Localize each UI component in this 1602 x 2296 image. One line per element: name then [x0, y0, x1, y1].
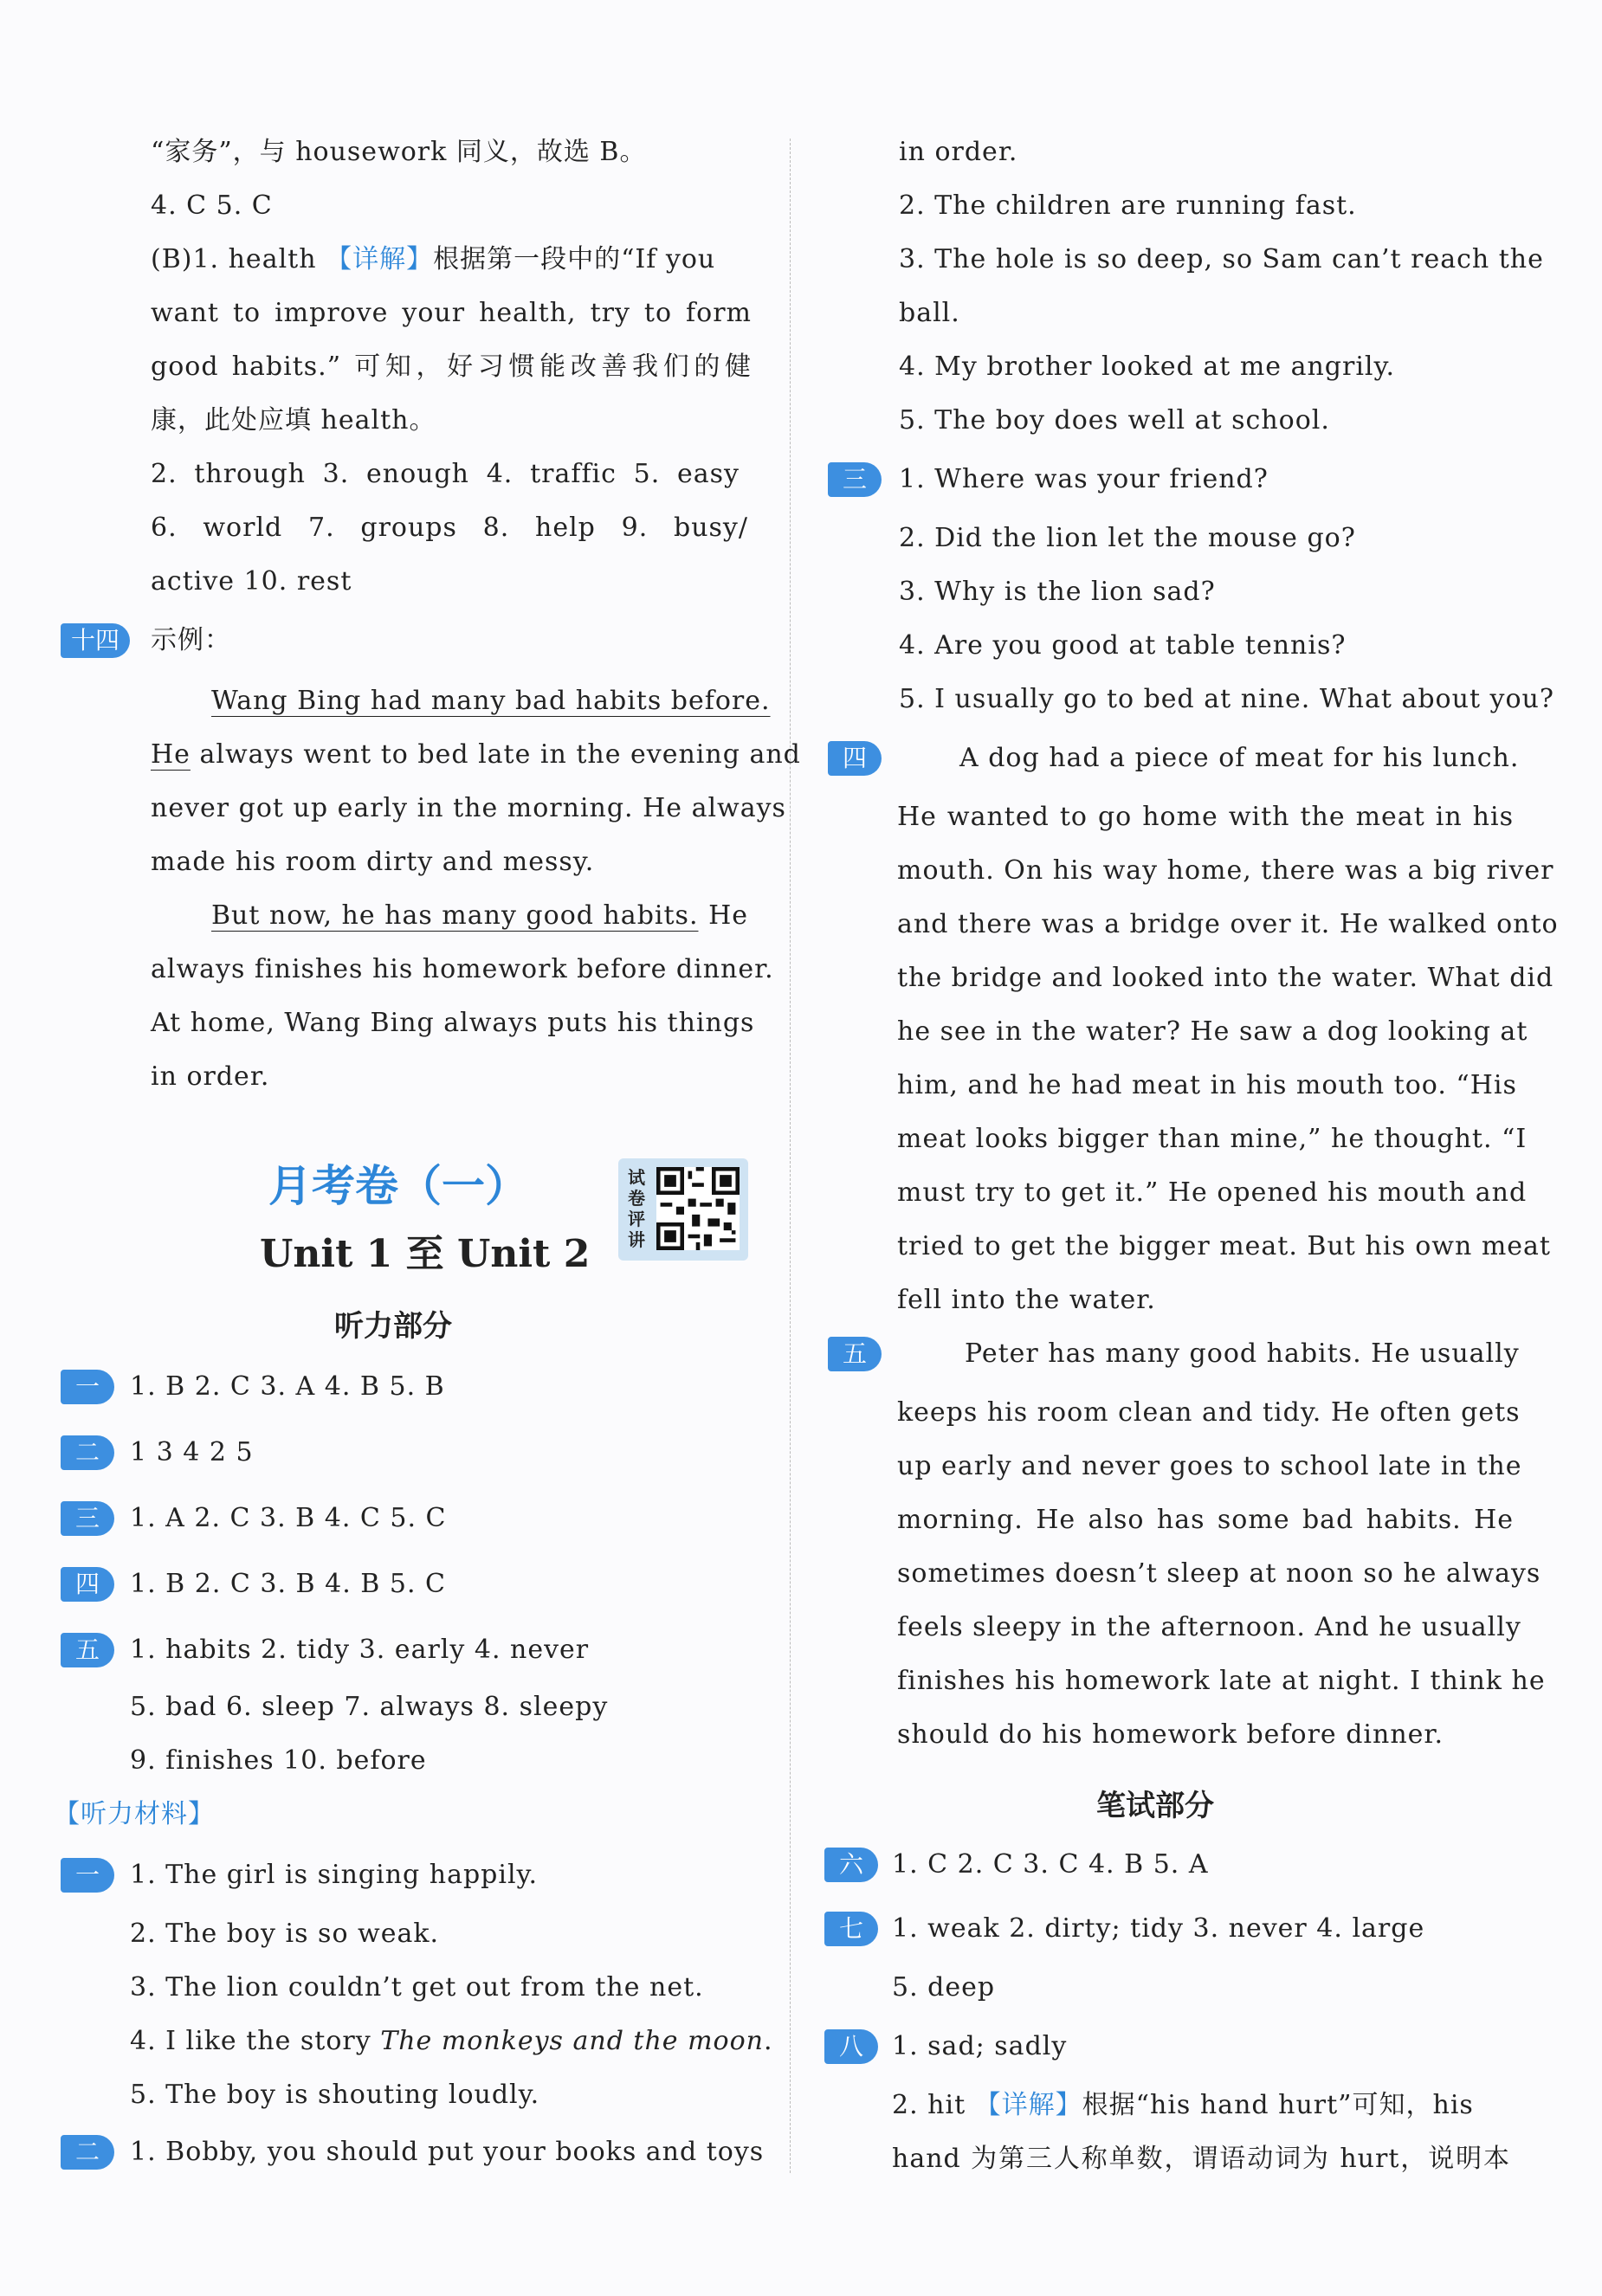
answer-line: 2. hit 【详解】根据“his hand hurt”可知，his	[892, 2090, 1474, 2120]
answer-line: 1. B 2. C 3. B 4. B 5. C	[130, 1569, 446, 1599]
section-tag-8: 八	[824, 2029, 878, 2064]
section-tag-1: 一	[61, 1370, 114, 1404]
passage-line: feels sleepy in the afternoon. And he usually	[897, 1612, 1521, 1642]
material-line: 2. Did the lion let the mouse go?	[899, 523, 1356, 553]
material-line: 2. The boy is so weak.	[130, 1919, 440, 1949]
material-line: 1. Where was your friend?	[899, 464, 1269, 494]
material-line: 1. The girl is singing happily.	[130, 1860, 539, 1890]
story-line: tried to get the bigger meat. But his own meat	[897, 1231, 1551, 1261]
material-line: 2. The children are running fast.	[899, 190, 1357, 221]
section-tag-6: 六	[824, 1848, 878, 1882]
passage-line: should do his homework before dinner.	[897, 1719, 1444, 1750]
section-tag-14: 十四	[61, 623, 130, 658]
qr-code-panel[interactable]	[618, 1158, 748, 1261]
listening-material-label: 【听力材料】	[54, 1799, 215, 1829]
essay-line: made his room dirty and messy.	[151, 847, 595, 877]
listening-heading: 听力部分	[334, 1309, 452, 1344]
essay-line: He always went to bed late in the evening and	[151, 739, 801, 770]
material-line: 3. The lion couldn’t get out from the net.	[130, 1972, 704, 2003]
material-line: 5. The boy does well at school.	[899, 405, 1330, 435]
essay-line: At home, Wang Bing always puts his things	[151, 1008, 755, 1038]
essay-line: But now, he has many good habits. He	[211, 900, 748, 931]
essay-line: in order.	[151, 1061, 270, 1092]
story-line: he see in the water? He saw a dog looking at	[897, 1016, 1528, 1047]
story-line: A dog had a piece of meat for his lunch.	[959, 743, 1520, 773]
detail-label: 【详解】	[974, 2090, 1082, 2120]
qr-label: 试卷评讲	[628, 1167, 645, 1250]
answer-line: 1. habits 2. tidy 3. early 4. never	[130, 1635, 590, 1665]
text-line: good habits.” 可知，好习惯能改善我们的健	[151, 351, 752, 382]
answer-line: 5. bad 6. sleep 7. always 8. sleepy	[130, 1692, 609, 1722]
answer-line: 2. through 3. enough 4. traffic 5. easy	[151, 459, 740, 489]
answer-line: 1. C 2. C 3. C 4. B 5. A	[892, 1849, 1209, 1880]
section-tag-3: 三	[828, 462, 882, 497]
material-line: 4. My brother looked at me angrily.	[899, 351, 1396, 382]
qr-code-icon	[656, 1167, 740, 1250]
passage-line: up early and never goes to school late in the	[897, 1451, 1522, 1481]
story-line: mouth. On his way home, there was a big river	[897, 855, 1554, 886]
answer-line: 5. deep	[892, 1972, 996, 2003]
section-tag-2: 二	[61, 1435, 114, 1470]
material-line: 4. I like the story The monkeys and the moon.	[130, 2026, 773, 2056]
passage-line: morning. He also has some bad habits. He	[897, 1505, 1514, 1535]
unit-range: Unit 1 至 Unit 2	[260, 1232, 591, 1276]
story-line: him, and he had meat in his mouth too. “His	[897, 1070, 1517, 1100]
material-line: 3. The hole is so deep, so Sam can’t reach the	[899, 244, 1544, 274]
material-line: 5. I usually go to bed at nine. What about you?	[899, 684, 1554, 714]
material-line: 3. Why is the lion sad?	[899, 577, 1216, 607]
detail-label: 【详解】	[326, 244, 434, 274]
answer-line: 1 3 4 2 5	[130, 1437, 254, 1467]
material-line: 5. The boy is shouting loudly.	[130, 2080, 540, 2110]
passage-line: sometimes doesn’t sleep at noon so he always	[897, 1558, 1541, 1589]
section-tag-4: 四	[828, 741, 882, 776]
section-tag-5: 五	[828, 1337, 882, 1371]
written-heading: 笔试部分	[1096, 1789, 1214, 1823]
passage-line: Peter has many good habits. He usually	[965, 1338, 1520, 1369]
answer-line: hand 为第三人称单数，谓语动词为 hurt，说明本	[892, 2144, 1510, 2174]
essay-line: always finishes his homework before dinner.	[151, 954, 774, 984]
essay-line: never got up early in the morning. He always	[151, 793, 786, 823]
section-tag-2: 二	[61, 2135, 114, 2170]
essay-line: Wang Bing had many bad habits before.	[211, 686, 771, 716]
material-line: in order.	[899, 137, 1018, 167]
story-line: fell into the water.	[897, 1285, 1156, 1315]
story-line: meat looks bigger than mine,” he thought. “I	[897, 1124, 1528, 1154]
section-tag-3: 三	[61, 1501, 114, 1536]
story-line: the bridge and looked into the water. What did	[897, 963, 1554, 993]
answer-line: 6. world 7. groups 8. help 9. busy/	[151, 513, 748, 543]
text-line: want to improve your health, try to form	[151, 298, 752, 328]
section-tag-4: 四	[61, 1567, 114, 1602]
section-tag-5: 五	[61, 1633, 114, 1667]
material-line: 4. Are you good at table tennis?	[899, 630, 1347, 661]
answer-line: 1. weak 2. dirty; tidy 3. never 4. large	[892, 1913, 1425, 1944]
passage-line: finishes his homework late at night. I think he	[897, 1666, 1546, 1696]
text-line: 康，此处应填 health。	[151, 405, 436, 435]
answer-line: 1. sad; sadly	[892, 2031, 1068, 2061]
answer-line: 9. finishes 10. before	[130, 1745, 427, 1776]
material-line: ball.	[899, 298, 960, 328]
text-line: (B)1. health 【详解】根据第一段中的“If you	[151, 244, 716, 274]
answer-line: 4. C 5. C	[151, 190, 273, 221]
column-divider	[790, 139, 791, 2173]
section-tag-1: 一	[61, 1858, 114, 1893]
story-line: He wanted to go home with the meat in his	[897, 802, 1514, 832]
story-line: and there was a bridge over it. He walked onto	[897, 909, 1559, 939]
answer-line: 1. A 2. C 3. B 4. C 5. C	[130, 1503, 447, 1533]
material-line: 1. Bobby, you should put your books and toys	[130, 2137, 765, 2167]
section-tag-7: 七	[824, 1912, 878, 1946]
passage-line: keeps his room clean and tidy. He often gets	[897, 1397, 1521, 1428]
example-label: 示例：	[151, 625, 231, 655]
answer-line: 1. B 2. C 3. A 4. B 5. B	[130, 1371, 445, 1402]
answer-line: active 10. rest	[151, 566, 352, 597]
story-line: must try to get it.” He opened his mouth and	[897, 1177, 1528, 1208]
exam-title: 月考卷（一）	[268, 1161, 528, 1211]
text-line: “家务”，与 housework 同义，故选 B。	[151, 137, 647, 167]
